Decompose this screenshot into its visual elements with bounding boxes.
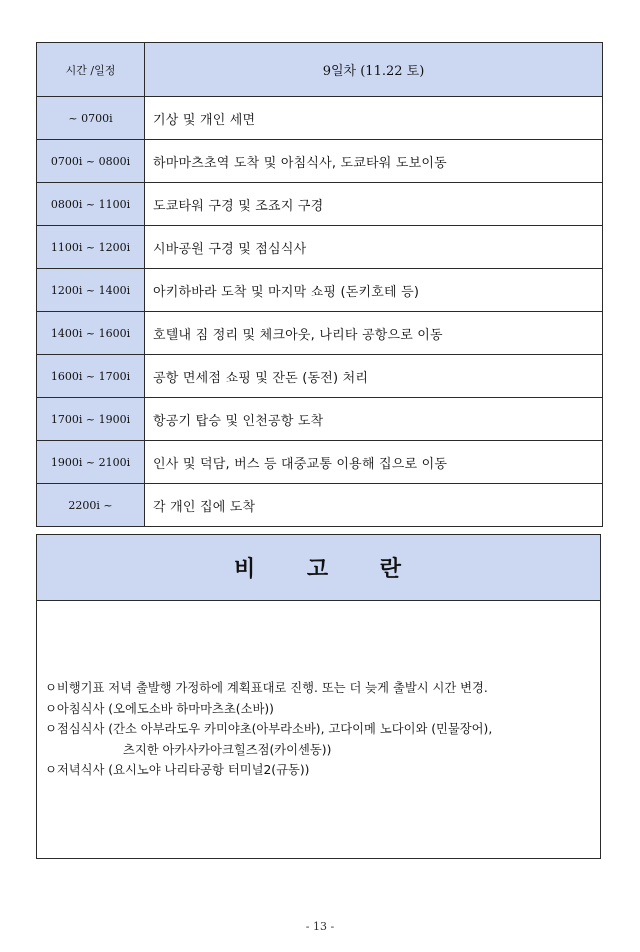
table-row: [37, 183, 603, 226]
activity-cell: 도쿄타워 구경 및 조죠지 구경: [145, 183, 603, 226]
time-cell: 2200i ~: [37, 484, 145, 527]
activity-cell: 하마마츠초역 도착 및 아침식사, 도쿄타워 도보이동: [145, 140, 603, 183]
table-row: [37, 484, 603, 527]
remark-line: ㅇ아침식사 (오에도소바 하마마츠초(소바)): [45, 701, 274, 716]
activity-cell: 시바공원 구경 및 점심식사: [145, 226, 603, 269]
remarks-body: [45, 678, 594, 781]
table-row: [37, 269, 603, 312]
schedule-header-row: [37, 43, 603, 97]
day-header: 9일차 (11.22 토): [145, 43, 603, 97]
time-cell: 1400i ~ 1600i: [37, 312, 145, 355]
activity-cell: 각 개인 집에 도착: [145, 484, 603, 527]
table-row: [37, 312, 603, 355]
time-cell: ~ 0700i: [37, 97, 145, 140]
time-cell: 1600i ~ 1700i: [37, 355, 145, 398]
time-cell: 1200i ~ 1400i: [37, 269, 145, 312]
activity-cell: 인사 및 덕담, 버스 등 대중교통 이용해 집으로 이동: [145, 441, 603, 484]
activity-cell: 항공기 탑승 및 인천공항 도착: [145, 398, 603, 441]
table-row: [37, 355, 603, 398]
activity-cell: 기상 및 개인 세면: [145, 97, 603, 140]
remark-line: ㅇ점심식사 (간소 아부라도우 카미야초(아부라소바), 고다이메 노다이와 (민물장어),: [45, 722, 493, 736]
remarks-title: 비 고 란: [37, 535, 600, 601]
time-cell: 1900i ~ 2100i: [37, 441, 145, 484]
time-cell: 1100i ~ 1200i: [37, 226, 145, 269]
schedule-table: [36, 42, 603, 527]
activity-cell: 아키하바라 도착 및 마지막 쇼핑 (돈키호테 등): [145, 269, 603, 312]
table-row: [37, 398, 603, 441]
table-row: [37, 140, 603, 183]
time-cell: 0700i ~ 0800i: [37, 140, 145, 183]
remark-line: ㅇ저녁식사 (요시노야 나리타공항 터미널2(규동)): [45, 763, 310, 777]
remark-line: ㅇ비행기표 저녁 출발행 가정하에 계획표대로 진행. 또는 더 늦게 출발시 시간 변경.: [45, 681, 488, 695]
time-header: 시간 /일정: [37, 43, 145, 97]
time-cell: 0800i ~ 1100i: [37, 183, 145, 226]
activity-cell: 호텔내 짐 정리 및 체크아웃, 나리타 공항으로 이동: [145, 312, 603, 355]
page-number: - 13 -: [305, 920, 335, 933]
remarks-box: [36, 534, 601, 859]
table-row: [37, 226, 603, 269]
table-row: [37, 97, 603, 140]
activity-cell: 공항 면세점 쇼핑 및 잔돈 (동전) 처리: [145, 355, 603, 398]
table-row: [37, 441, 603, 484]
time-cell: 1700i ~ 1900i: [37, 398, 145, 441]
remark-line: 츠지한 아카사카아크힐즈점(카이센동)): [123, 742, 332, 757]
